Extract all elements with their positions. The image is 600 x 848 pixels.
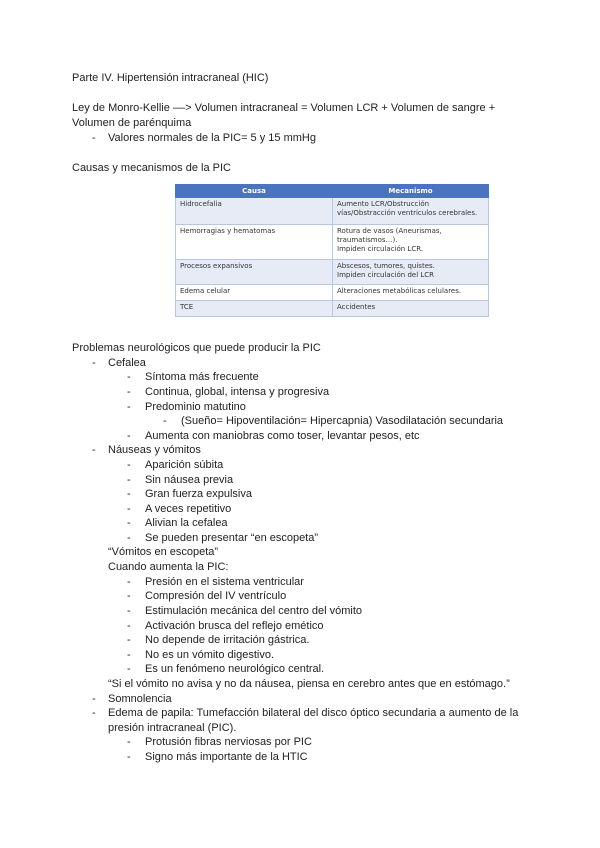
table-cell-mecanismo [333,198,489,225]
table-cell-causa: Edema celular [176,285,333,301]
bullet-dash: - [92,707,96,719]
table-row [176,301,489,317]
bullet-dash: - [127,430,131,442]
mecanismo-line: Impiden circulación del LCR [337,271,435,279]
bullet-dash: - [127,736,131,748]
list-item: Aumenta con maniobras como toser, levantar pesos, etc [145,430,420,442]
table-row [176,260,489,285]
table-cell-mecanismo [333,301,489,317]
list-item: Alivian la cefalea [145,517,228,529]
mecanismo-line: Alteraciones metabólicas celulares. [337,287,462,295]
bullet-dash: - [127,590,131,602]
table-cell-mecanismo [333,225,489,260]
list-item: A veces repetitivo [145,503,232,515]
list-item: Sin náusea previa [145,474,234,486]
mecanismo-line: Abscesos, tumores, quistes. [337,262,435,270]
list-item: Síntoma más frecuente [145,371,259,383]
monro-kellie-line-2: Volumen de parénquima [72,117,192,129]
normal-values-item: Valores normales de la PIC= 5 y 15 mmHg [108,132,316,144]
mecanismo-line: Aumento LCR/Obstrucción [337,200,430,208]
bullet-dash: - [127,751,131,763]
list-item: Continua, global, intensa y progresiva [145,386,330,398]
bullet-dash: - [92,132,96,144]
table-header-causa: Causa [176,185,333,198]
bullet-dash: - [127,517,131,529]
bullet-dash: - [127,474,131,486]
bullet-dash: - [127,532,131,544]
page-title: Parte IV. Hipertensión intracraneal (HIC) [72,72,269,84]
mecanismo-line: Rotura de vasos (Aneurismas, [337,227,442,235]
list-item: Se pueden presentar “en escopeta” [145,532,319,544]
cuando-label: Cuando aumenta la PIC: [108,561,229,573]
nauseas-title: Náuseas y vómitos [108,444,201,456]
list-item: No es un vómito digestivo. [145,649,275,661]
table-cell-mecanismo [333,285,489,301]
list-item: Gran fuerza expulsiva [145,488,252,500]
list-item: No depende de irritación gástrica. [145,634,310,646]
list-item: Signo más importante de la HTIC [145,751,308,763]
edema-line-1: Edema de papila: Tumefacción bilateral del disco óptico secundaria a aumento de la [108,707,519,719]
list-item: Compresión del IV ventrículo [145,590,287,602]
table-cell-causa: Hemorragias y hematomas [176,225,333,260]
table-row [176,285,489,301]
bullet-dash: - [127,649,131,661]
bullet-dash: - [127,576,131,588]
mecanismo-line: Accidentes [337,303,376,311]
bullet-dash: - [92,357,96,369]
mecanismo-line: traumatismos…). [337,236,398,244]
table-row [176,225,489,260]
bullet-dash: - [163,415,167,427]
bullet-dash: - [127,503,131,515]
list-item: Es un fenómeno neurológico central. [145,663,325,675]
bullet-dash: - [92,693,96,705]
table-header-mecanismo: Mecanismo [333,185,489,198]
cefalea-title: Cefalea [108,357,146,369]
bullet-dash: - [127,634,131,646]
bullet-dash: - [127,605,131,617]
table-cell-causa: TCE [176,301,333,317]
bullet-dash: - [127,620,131,632]
escopeta-label: “Vómitos en escopeta” [108,546,219,558]
bullet-dash: - [127,386,131,398]
quote: “Si el vómito no avisa y no da náusea, piensa en cerebro antes que en estómago.” [108,678,510,690]
list-item: Aparición súbita [145,459,224,471]
bullet-dash: - [127,663,131,675]
table-row [176,198,489,225]
list-item: Estimulación mecánica del centro del vómito [145,605,363,617]
bullet-dash: - [127,401,131,413]
list-item: Predominio matutino [145,401,246,413]
mecanismo-line: Impiden circulación LCR. [337,245,424,253]
monro-kellie-line-1: Ley de Monro-Kellie ––> Volumen intracraneal = Volumen LCR + Volumen de sangre + [72,102,496,114]
causes-table [175,184,489,317]
table-cell-causa: Hidrocefalia [176,198,333,225]
causes-heading: Causas y mecanismos de la PIC [72,162,231,174]
list-item: Protusión fibras nerviosas por PIC [145,736,312,748]
somnolencia-item: Somnolencia [108,693,172,705]
bullet-dash: - [127,459,131,471]
list-item: (Sueño= Hipoventilación= Hipercapnia) Vasodilatación secundaria [181,415,504,427]
list-item: Presión en el sistema ventricular [145,576,304,588]
bullet-dash: - [127,371,131,383]
bullet-dash: - [127,488,131,500]
mecanismo-line: vías/Obstracción ventriculos cerebrales. [337,209,478,217]
list-item: Activación brusca del reflejo emético [145,620,324,632]
problems-heading: Problemas neurológicos que puede producir la PIC [72,342,321,354]
table-cell-causa: Procesos expansivos [176,260,333,285]
edema-line-2: presión intracraneal (PIC). [108,722,237,734]
bullet-dash: - [92,444,96,456]
table-cell-mecanismo [333,260,489,285]
